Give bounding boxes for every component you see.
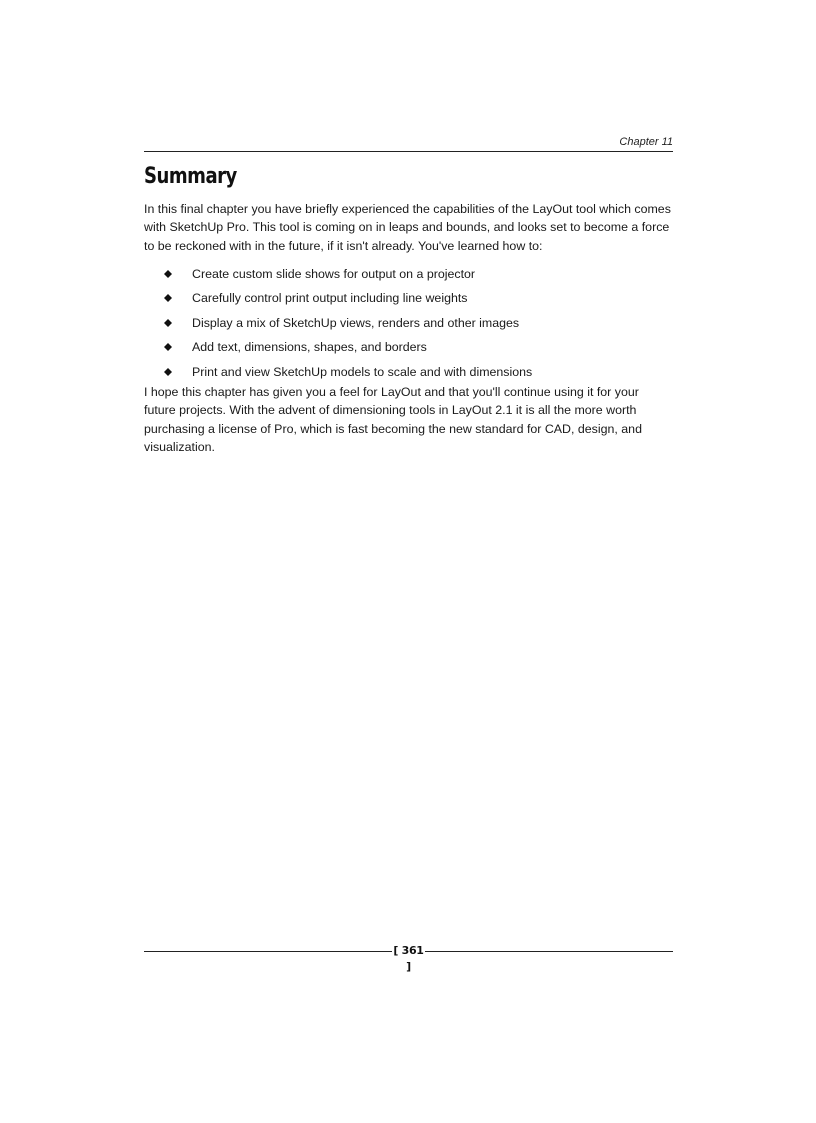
list-item-text: Create custom slide shows for output on a projector (192, 267, 476, 281)
closing-paragraph: I hope this chapter has given you a feel for LayOut and that you'll continue using it for your future projects. With the advent of dimensioning tools in LayOut 2.1 it is all the more worth purchasing a license of Pro, which is fast becoming the new standard for CAD, design, and visualization. (144, 385, 642, 455)
list-item (162, 264, 662, 288)
footer-rule-left (144, 951, 392, 952)
footer-rule-right (425, 951, 673, 952)
running-head: Chapter 11 (619, 136, 673, 148)
list-item-text: Display a mix of SketchUp views, renders and other images (192, 315, 520, 330)
list-item (162, 337, 662, 361)
diamond-bullet-icon (164, 270, 172, 278)
page-number: [ 361 ] (393, 944, 424, 973)
header-rule (144, 151, 673, 152)
list-item-text: Add text, dimensions, shapes, and borders (192, 340, 427, 355)
diamond-bullet-icon (164, 368, 172, 376)
diamond-bullet-icon (164, 343, 172, 351)
list-item (162, 313, 662, 337)
bullet-list (162, 264, 662, 386)
intro-paragraph: In this final chapter you have briefly experienced the capabilities of the LayOut tool which comes with SketchUp Pro. This tool is coming on in leaps and bounds, and looks set to become a force to be reckoned with in the future, if it isn't already. You've learned how to: (144, 202, 671, 253)
section-title: Summary (144, 164, 237, 189)
list-item (162, 288, 662, 312)
diamond-bullet-icon (164, 319, 172, 327)
diamond-bullet-icon (164, 294, 172, 302)
list-item-text: Carefully control print output including line weights (192, 291, 468, 306)
list-item-text: Print and view SketchUp models to scale and with dimensions (192, 364, 533, 379)
